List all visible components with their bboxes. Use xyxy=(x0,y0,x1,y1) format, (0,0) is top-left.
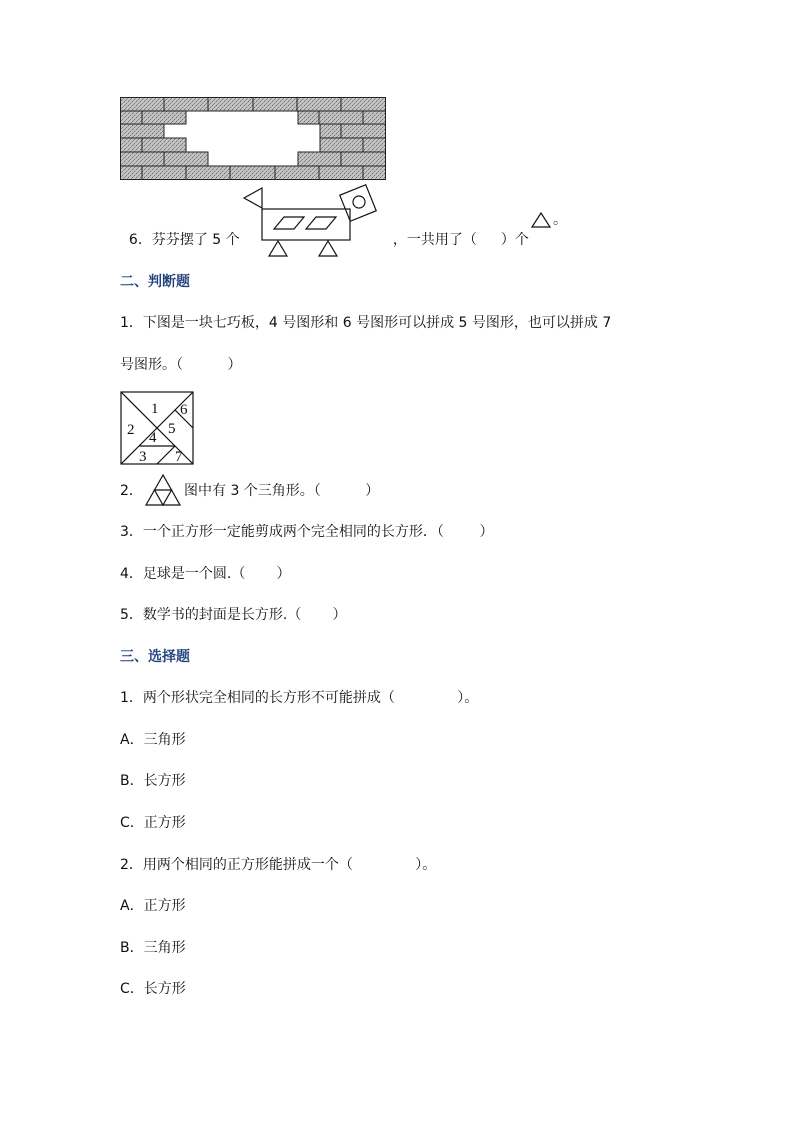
tangram-label-1: 1 xyxy=(151,401,159,417)
rectangle-body xyxy=(262,209,350,240)
choice-q1-option-a[interactable]: A．三角形 xyxy=(120,732,186,748)
tangram-label-7: 7 xyxy=(175,449,183,465)
judgment-q5: 5．数学书的封面是长方形.（ ） xyxy=(120,607,347,623)
choice-q2-option-c[interactable]: C．长方形 xyxy=(120,981,186,997)
section-title-choice: 三、选择题 xyxy=(120,649,190,665)
question-text: 芬芬摆了 5 个 xyxy=(151,232,240,248)
parallelogram-2 xyxy=(306,217,336,229)
triangle-icon xyxy=(530,211,552,229)
choice-q1-option-c[interactable]: C．正方形 xyxy=(120,815,186,831)
judgment-q4: 4．足球是一个圆.（ ） xyxy=(120,566,291,582)
circle-eye xyxy=(353,196,365,208)
tangram-label-2: 2 xyxy=(127,422,135,438)
triangle-leg-2 xyxy=(319,241,337,256)
triangle-leg-1 xyxy=(269,241,287,256)
parallelogram-1 xyxy=(274,217,304,229)
square-head xyxy=(340,185,376,221)
tangram-label-5: 5 xyxy=(168,421,176,437)
question-text-2: ，一共用了（ xyxy=(392,232,477,248)
judgment-q3: 3．一个正方形一定能剪成两个完全相同的长方形．（ ） xyxy=(120,524,494,540)
question-number: 6． xyxy=(128,232,152,248)
question-6 xyxy=(120,210,240,250)
choice-q2: 2．用两个相同的正方形能拼成一个（ ）。 xyxy=(120,857,437,873)
choice-q2-option-b[interactable]: B．三角形 xyxy=(120,940,186,956)
triangle-subdivided-figure xyxy=(144,473,182,507)
brick-wall-figure xyxy=(120,97,386,180)
tangram-label-6: 6 xyxy=(180,402,188,418)
judgment-q1-line2: 号图形。（ ） xyxy=(120,357,242,373)
section-title-judgment: 二、判断题 xyxy=(120,274,190,290)
triangle-tail xyxy=(244,188,262,208)
tangram-label-4: 4 xyxy=(149,430,157,446)
question-6-blank-line xyxy=(384,210,529,250)
choice-q2-option-a[interactable]: A．正方形 xyxy=(120,898,186,914)
tangram-figure xyxy=(120,391,194,465)
judgment-q2-number: 2． xyxy=(120,483,143,499)
tangram-label-3: 3 xyxy=(139,449,147,465)
judgment-q1-line1: 1．下图是一块七巧板，4 号图形和 6 号图形可以拼成 5 号图形，也可以拼成 7 xyxy=(120,315,612,331)
choice-q1: 1．两个形状完全相同的长方形不可能拼成（ ）。 xyxy=(120,690,479,706)
judgment-q2-text: 图中有 3 个三角形。（ ） xyxy=(184,483,380,499)
question-text-3: ）个 xyxy=(500,232,529,248)
shape-animal-figure xyxy=(240,184,385,260)
question-6-end: 。 xyxy=(553,212,567,228)
choice-q1-option-b[interactable]: B．长方形 xyxy=(120,773,186,789)
